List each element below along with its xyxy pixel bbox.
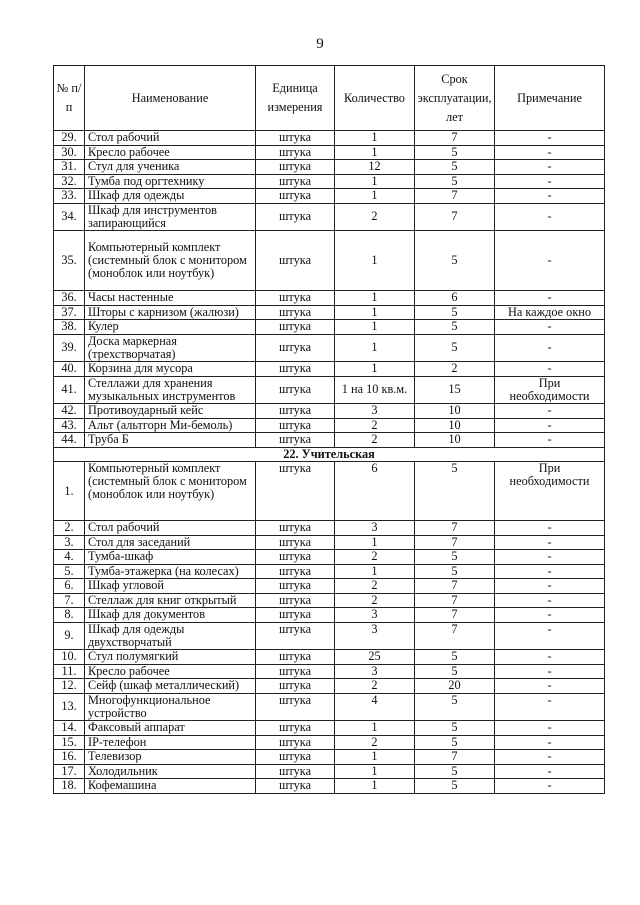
service-life-cell: 10 (415, 404, 495, 419)
unit-cell: штука (256, 750, 335, 765)
item-name-cell: Компьютерный комплект (системный блок с монитором (моноблок или ноутбук) (85, 231, 256, 291)
note-cell: - (495, 433, 605, 448)
table-row (54, 664, 605, 679)
row-number-cell: 17. (54, 764, 85, 779)
item-name-cell: Шкаф для одежды двухстворчатый (85, 622, 256, 650)
unit-cell: штука (256, 650, 335, 665)
row-number-cell: 42. (54, 404, 85, 419)
row-number-cell: 34. (54, 203, 85, 231)
unit-cell: штука (256, 376, 335, 404)
item-name-cell: Альт (альтгорн Ми-бемоль) (85, 418, 256, 433)
unit-cell: штука (256, 160, 335, 175)
unit-cell: штука (256, 764, 335, 779)
note-cell: - (495, 521, 605, 536)
row-number-cell: 4. (54, 550, 85, 565)
note-cell: - (495, 579, 605, 594)
quantity-cell: 25 (335, 650, 415, 665)
quantity-cell: 1 (335, 750, 415, 765)
service-life-cell: 7 (415, 521, 495, 536)
note-cell: - (495, 334, 605, 362)
header-service-life: Срок эксплуатации, лет (415, 66, 495, 131)
service-life-cell: 5 (415, 664, 495, 679)
header-note: Примечание (495, 66, 605, 131)
item-name-cell: Тумба под оргтехнику (85, 174, 256, 189)
note-cell: - (495, 404, 605, 419)
row-number-cell: 3. (54, 535, 85, 550)
service-life-cell: 20 (415, 679, 495, 694)
note-cell: При необходимости (495, 462, 605, 521)
item-name-cell: Шкаф для одежды (85, 189, 256, 204)
service-life-cell: 5 (415, 160, 495, 175)
quantity-cell: 2 (335, 203, 415, 231)
note-cell: - (495, 750, 605, 765)
item-name-cell: Доска маркерная (трехстворчатая) (85, 334, 256, 362)
quantity-cell: 6 (335, 462, 415, 521)
note-cell: - (495, 189, 605, 204)
row-number-cell: 44. (54, 433, 85, 448)
table-row (54, 564, 605, 579)
service-life-cell: 5 (415, 462, 495, 521)
unit-cell: штука (256, 608, 335, 623)
note-cell: - (495, 535, 605, 550)
service-life-cell: 7 (415, 622, 495, 650)
table-row (54, 608, 605, 623)
service-life-cell: 7 (415, 203, 495, 231)
unit-cell: штука (256, 593, 335, 608)
row-number-cell: 18. (54, 779, 85, 794)
quantity-cell: 1 (335, 145, 415, 160)
item-name-cell: Многофункциональное устройство (85, 693, 256, 721)
unit-cell: штука (256, 735, 335, 750)
note-cell: - (495, 362, 605, 377)
item-name-cell: Корзина для мусора (85, 362, 256, 377)
table-row (54, 521, 605, 536)
unit-cell: штука (256, 433, 335, 448)
row-number-cell: 15. (54, 735, 85, 750)
quantity-cell: 2 (335, 593, 415, 608)
note-cell: - (495, 764, 605, 779)
quantity-cell: 3 (335, 404, 415, 419)
table-row (54, 404, 605, 419)
service-life-cell: 5 (415, 550, 495, 565)
service-life-cell: 5 (415, 721, 495, 736)
quantity-cell: 1 (335, 334, 415, 362)
item-name-cell: Кресло рабочее (85, 664, 256, 679)
unit-cell: штука (256, 291, 335, 306)
quantity-cell: 3 (335, 608, 415, 623)
note-cell: - (495, 693, 605, 721)
service-life-cell: 2 (415, 362, 495, 377)
note-cell: - (495, 779, 605, 794)
table-row (54, 203, 605, 231)
row-number-cell: 6. (54, 579, 85, 594)
table-row (54, 650, 605, 665)
note-cell: - (495, 593, 605, 608)
item-name-cell: Тумба-этажерка (на колесах) (85, 564, 256, 579)
service-life-cell: 5 (415, 231, 495, 291)
item-name-cell: Компьютерный комплект (системный блок с монитором (моноблок или ноутбук) (85, 462, 256, 521)
table-row (54, 721, 605, 736)
section-title: 22. Учительская (54, 447, 605, 462)
item-name-cell: Стул для ученика (85, 160, 256, 175)
unit-cell: штука (256, 305, 335, 320)
quantity-cell: 2 (335, 579, 415, 594)
note-cell: - (495, 735, 605, 750)
item-name-cell: Стол рабочий (85, 521, 256, 536)
note-cell: - (495, 622, 605, 650)
unit-cell: штука (256, 174, 335, 189)
item-name-cell: Труба Б (85, 433, 256, 448)
row-number-cell: 32. (54, 174, 85, 189)
unit-cell: штука (256, 404, 335, 419)
note-cell: При необходимости (495, 376, 605, 404)
service-life-cell: 7 (415, 131, 495, 146)
row-number-cell: 37. (54, 305, 85, 320)
unit-cell: штука (256, 462, 335, 521)
item-name-cell: Холодильник (85, 764, 256, 779)
row-number-cell: 14. (54, 721, 85, 736)
unit-cell: штука (256, 693, 335, 721)
item-name-cell: Стол рабочий (85, 131, 256, 146)
table-row (54, 579, 605, 594)
quantity-cell: 2 (335, 735, 415, 750)
row-number-cell: 36. (54, 291, 85, 306)
service-life-cell: 7 (415, 535, 495, 550)
quantity-cell: 1 (335, 174, 415, 189)
service-life-cell: 5 (415, 145, 495, 160)
table-body-section-a (54, 131, 605, 448)
table-row (54, 320, 605, 335)
table-row (54, 750, 605, 765)
unit-cell: штука (256, 231, 335, 291)
header-name: Наименование (85, 66, 256, 131)
service-life-cell: 7 (415, 750, 495, 765)
item-name-cell: Стул полумягкий (85, 650, 256, 665)
row-number-cell: 31. (54, 160, 85, 175)
service-life-cell: 5 (415, 305, 495, 320)
service-life-cell: 10 (415, 418, 495, 433)
note-cell: - (495, 608, 605, 623)
quantity-cell: 1 (335, 564, 415, 579)
table-row (54, 160, 605, 175)
row-number-cell: 11. (54, 664, 85, 679)
quantity-cell: 1 (335, 189, 415, 204)
unit-cell: штука (256, 622, 335, 650)
unit-cell: штука (256, 779, 335, 794)
row-number-cell: 33. (54, 189, 85, 204)
row-number-cell: 10. (54, 650, 85, 665)
quantity-cell: 3 (335, 664, 415, 679)
row-number-cell: 16. (54, 750, 85, 765)
item-name-cell: Телевизор (85, 750, 256, 765)
note-cell: - (495, 721, 605, 736)
row-number-cell: 9. (54, 622, 85, 650)
note-cell: - (495, 145, 605, 160)
quantity-cell: 1 (335, 779, 415, 794)
note-cell: На каждое окно (495, 305, 605, 320)
unit-cell: штука (256, 550, 335, 565)
row-number-cell: 5. (54, 564, 85, 579)
item-name-cell: IP-телефон (85, 735, 256, 750)
unit-cell: штука (256, 721, 335, 736)
item-name-cell: Шкаф угловой (85, 579, 256, 594)
row-number-cell: 29. (54, 131, 85, 146)
unit-cell: штука (256, 145, 335, 160)
row-number-cell: 8. (54, 608, 85, 623)
service-life-cell: 5 (415, 320, 495, 335)
service-life-cell: 5 (415, 564, 495, 579)
item-name-cell: Сейф (шкаф металлический) (85, 679, 256, 694)
quantity-cell: 1 (335, 535, 415, 550)
service-life-cell: 7 (415, 608, 495, 623)
quantity-cell: 1 (335, 320, 415, 335)
table-row (54, 145, 605, 160)
table-row (54, 622, 605, 650)
note-cell: - (495, 203, 605, 231)
note-cell: - (495, 664, 605, 679)
table-row (54, 291, 605, 306)
quantity-cell: 2 (335, 433, 415, 448)
row-number-cell: 40. (54, 362, 85, 377)
table-row (54, 376, 605, 404)
service-life-cell: 5 (415, 764, 495, 779)
item-name-cell: Кресло рабочее (85, 145, 256, 160)
table-row (54, 334, 605, 362)
item-name-cell: Факсовый аппарат (85, 721, 256, 736)
unit-cell: штука (256, 334, 335, 362)
table-row (54, 735, 605, 750)
table-body-section-b (54, 462, 605, 794)
note-cell: - (495, 320, 605, 335)
table-header-row (54, 66, 605, 131)
quantity-cell: 3 (335, 521, 415, 536)
row-number-cell: 38. (54, 320, 85, 335)
row-number-cell: 1. (54, 462, 85, 521)
note-cell: - (495, 679, 605, 694)
table-row (54, 550, 605, 565)
item-name-cell: Стол для заседаний (85, 535, 256, 550)
note-cell: - (495, 564, 605, 579)
row-number-cell: 41. (54, 376, 85, 404)
service-life-cell: 5 (415, 735, 495, 750)
quantity-cell: 3 (335, 622, 415, 650)
table-row (54, 418, 605, 433)
note-cell: - (495, 291, 605, 306)
unit-cell: штука (256, 203, 335, 231)
table-row (54, 305, 605, 320)
table-row (54, 535, 605, 550)
unit-cell: штука (256, 418, 335, 433)
service-life-cell: 5 (415, 693, 495, 721)
quantity-cell: 1 (335, 291, 415, 306)
inventory-table (53, 65, 605, 794)
service-life-cell: 5 (415, 779, 495, 794)
item-name-cell: Шкаф для инструментов запирающийся (85, 203, 256, 231)
unit-cell: штука (256, 664, 335, 679)
note-cell: - (495, 160, 605, 175)
quantity-cell: 1 (335, 362, 415, 377)
service-life-cell: 7 (415, 579, 495, 594)
note-cell: - (495, 174, 605, 189)
table-row (54, 764, 605, 779)
service-life-cell: 5 (415, 174, 495, 189)
service-life-cell: 5 (415, 650, 495, 665)
quantity-cell: 2 (335, 550, 415, 565)
quantity-cell: 1 (335, 764, 415, 779)
item-name-cell: Шкаф для документов (85, 608, 256, 623)
note-cell: - (495, 650, 605, 665)
row-number-cell: 13. (54, 693, 85, 721)
row-number-cell: 30. (54, 145, 85, 160)
quantity-cell: 2 (335, 679, 415, 694)
item-name-cell: Кулер (85, 320, 256, 335)
item-name-cell: Противоударный кейс (85, 404, 256, 419)
unit-cell: штука (256, 189, 335, 204)
row-number-cell: 39. (54, 334, 85, 362)
service-life-cell: 6 (415, 291, 495, 306)
table-row (54, 174, 605, 189)
table-row (54, 131, 605, 146)
quantity-cell: 1 (335, 231, 415, 291)
table-row (54, 593, 605, 608)
quantity-cell: 4 (335, 693, 415, 721)
item-name-cell: Шторы с карнизом (жалюзи) (85, 305, 256, 320)
unit-cell: штука (256, 679, 335, 694)
unit-cell: штука (256, 564, 335, 579)
row-number-cell: 43. (54, 418, 85, 433)
item-name-cell: Кофемашина (85, 779, 256, 794)
table-row (54, 189, 605, 204)
section-header (54, 447, 605, 462)
unit-cell: штука (256, 521, 335, 536)
quantity-cell: 12 (335, 160, 415, 175)
note-cell: - (495, 418, 605, 433)
unit-cell: штука (256, 320, 335, 335)
table-row (54, 679, 605, 694)
item-name-cell: Стеллажи для хранения музыкальных инструментов (85, 376, 256, 404)
table-row (54, 231, 605, 291)
table-row (54, 433, 605, 448)
table-row (54, 693, 605, 721)
item-name-cell: Часы настенные (85, 291, 256, 306)
row-number-cell: 7. (54, 593, 85, 608)
quantity-cell: 2 (335, 418, 415, 433)
item-name-cell: Стеллаж для книг открытый (85, 593, 256, 608)
service-life-cell: 7 (415, 593, 495, 608)
unit-cell: штука (256, 362, 335, 377)
unit-cell: штука (256, 131, 335, 146)
page-number: 9 (316, 36, 324, 52)
service-life-cell: 5 (415, 334, 495, 362)
quantity-cell: 1 на 10 кв.м. (335, 376, 415, 404)
header-quantity: Количество (335, 66, 415, 131)
quantity-cell: 1 (335, 131, 415, 146)
quantity-cell: 1 (335, 305, 415, 320)
row-number-cell: 12. (54, 679, 85, 694)
service-life-cell: 7 (415, 189, 495, 204)
table-row (54, 779, 605, 794)
service-life-cell: 10 (415, 433, 495, 448)
row-number-cell: 2. (54, 521, 85, 536)
item-name-cell: Тумба-шкаф (85, 550, 256, 565)
note-cell: - (495, 550, 605, 565)
quantity-cell: 1 (335, 721, 415, 736)
table-row (54, 362, 605, 377)
header-unit: Единица измерения (256, 66, 335, 131)
unit-cell: штука (256, 579, 335, 594)
section-title-row (54, 447, 605, 462)
note-cell: - (495, 231, 605, 291)
table-row (54, 462, 605, 521)
unit-cell: штука (256, 535, 335, 550)
row-number-cell: 35. (54, 231, 85, 291)
note-cell: - (495, 131, 605, 146)
service-life-cell: 15 (415, 376, 495, 404)
header-number: № п/п (54, 66, 85, 131)
